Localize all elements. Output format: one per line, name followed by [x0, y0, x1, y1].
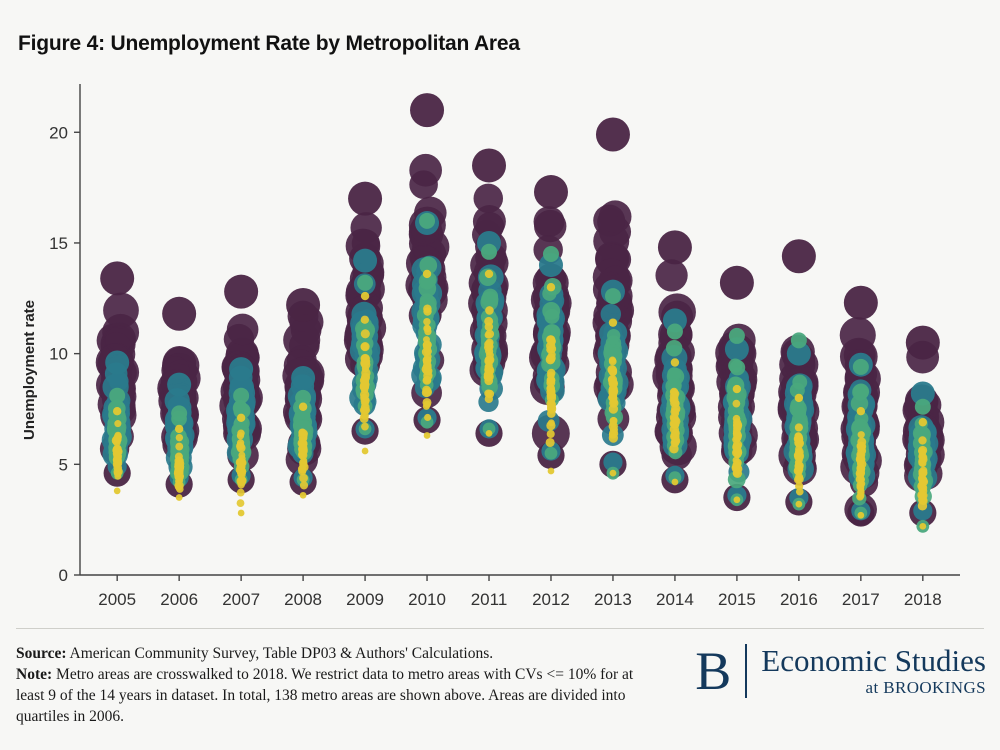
svg-text:2010: 2010	[408, 590, 446, 609]
svg-text:0: 0	[58, 566, 68, 585]
chart-plot-area	[0, 70, 1000, 620]
svg-text:10: 10	[49, 344, 68, 364]
note-label: Note:	[16, 665, 53, 683]
source-label: Source:	[16, 645, 67, 662]
svg-text:2017: 2017	[841, 590, 880, 609]
unemployment-scatter-chart	[0, 70, 1000, 620]
source-and-note	[16, 644, 636, 728]
brookings-b-mark: B	[695, 644, 747, 698]
svg-text:2016: 2016	[779, 590, 818, 609]
source-text: American Community Survey, Table DP03 & Authors' Calculations.	[66, 645, 494, 662]
source-line	[16, 644, 636, 665]
svg-text:2015: 2015	[717, 590, 756, 609]
brand-text	[761, 644, 986, 698]
brand-title: Economic Studies	[761, 643, 986, 678]
figure-footer	[0, 628, 1000, 750]
brand-sub-prefix: at	[865, 678, 884, 697]
svg-text:20: 20	[49, 123, 68, 143]
data-points	[96, 93, 945, 533]
note-line	[16, 665, 636, 728]
svg-text:2008: 2008	[284, 590, 323, 609]
svg-text:2018: 2018	[903, 590, 942, 609]
brookings-logo	[695, 641, 986, 701]
y-axis-label: Unemployment rate	[21, 299, 38, 441]
svg-text:5: 5	[58, 455, 68, 475]
svg-text:2013: 2013	[594, 590, 632, 609]
footer-divider	[16, 628, 984, 629]
note-text: Metro areas are crosswalked to 2018. We restrict data to metro areas with CVs <= 10% for at least 9 of the 14 years in dataset. In total, 138 metro areas are shown above. Areas are divided into quartiles in 2006.	[16, 665, 634, 725]
svg-text:2011: 2011	[470, 590, 508, 609]
svg-text:15: 15	[49, 233, 68, 253]
svg-text:2007: 2007	[222, 590, 261, 609]
svg-text:2005: 2005	[98, 590, 137, 609]
svg-text:2009: 2009	[346, 590, 384, 609]
svg-text:2012: 2012	[532, 590, 570, 609]
page-title: Figure 4: Unemployment Rate by Metropolitan Area	[18, 32, 520, 55]
svg-text:2006: 2006	[160, 590, 199, 609]
brand-sub-name: BROOKINGS	[883, 678, 986, 697]
svg-text:2014: 2014	[656, 590, 694, 609]
brand-subtitle	[866, 678, 987, 698]
